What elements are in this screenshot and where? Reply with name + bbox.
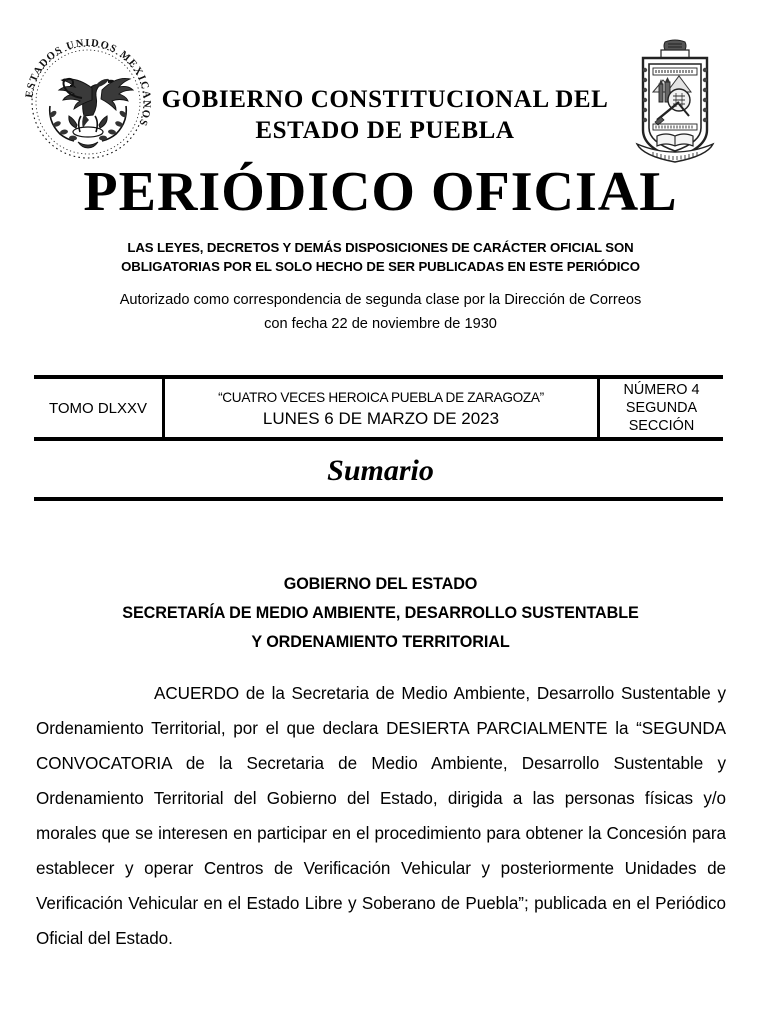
department-heading-line-2: SECRETARÍA DE MEDIO AMBIENTE, DESARROLLO SUSTENTABLE <box>122 604 639 622</box>
department-heading <box>0 570 761 657</box>
issue-number-label: NÚMERO 4 <box>623 382 700 398</box>
issue-info-table <box>34 375 723 441</box>
publication-title: PERIÓDICO OFICIAL <box>83 161 678 223</box>
issue-section-line-2: SECCIÓN <box>628 418 695 434</box>
issue-volume-cell <box>34 379 165 437</box>
authorization-line-1: Autorizado como correspondencia de segunda clase por la Dirección de Correos <box>119 292 642 308</box>
authorization-line-2: con fecha 22 de noviembre de 1930 <box>264 316 497 332</box>
authorization-note <box>0 288 761 336</box>
summary-heading: Sumario <box>327 454 434 487</box>
issue-section-line-1: SEGUNDA <box>625 400 698 416</box>
department-heading-line-3: Y ORDENAMIENTO TERRITORIAL <box>251 633 510 651</box>
issue-date-label: LUNES 6 DE MARZO DE 2023 <box>262 409 500 428</box>
summary-entry-paragraph: ACUERDO de la Secretaria de Medio Ambiente, Desarrollo Sustentable y Ordenamiento Territorial, por el que declara DESIERTA PARCIALMENTE la “SEGUNDA CONVOCATORIA de la Secretaria de Medio Ambiente, Desarrollo Sustentable y Ordenamiento Territorial del Gobierno del Estado, dirigida a las personas físicas y/o morales que se interesen en participar en el procedimiento para obtener la Concesión para establecer y operar Centros de Verificación Vehicular y posteriormente Unidades de Verificación Vehicular en el Estado Libre y Soberano de Puebla”; publicada en el Periódico Oficial del Estado. <box>36 684 726 948</box>
legal-notice-line-1: LAS LEYES, DECRETOS Y DEMÁS DISPOSICIONES DE CARÁCTER OFICIAL SON <box>127 240 634 255</box>
government-title-line-1: GOBIERNO CONSTITUCIONAL DEL <box>161 86 609 113</box>
legal-notice-line-2: OBLIGATORIAS POR EL SOLO HECHO DE SER PUBLICADAS EN ESTE PERIÓDICO <box>121 259 640 274</box>
mexican-coat-of-arms-icon <box>22 36 154 168</box>
masthead <box>0 0 761 223</box>
department-heading-line-1: GOBIERNO DEL ESTADO <box>283 575 478 593</box>
city-motto-label: “CUATRO VECES HEROICA PUEBLA DE ZARAGOZA” <box>218 390 544 405</box>
government-title <box>150 84 620 146</box>
puebla-coat-of-arms-icon <box>627 38 723 166</box>
issue-number-cell <box>600 379 723 437</box>
issue-city-date-cell <box>165 379 600 437</box>
issue-volume-label: TOMO DLXXV <box>48 399 148 417</box>
legal-notice <box>0 238 761 276</box>
summary-rule <box>34 497 723 501</box>
government-title-line-2: ESTADO DE PUEBLA <box>255 117 515 144</box>
svg-text:ESTADOS UNIDOS MEXICANOS: ESTADOS UNIDOS MEXICANOS <box>24 37 153 129</box>
